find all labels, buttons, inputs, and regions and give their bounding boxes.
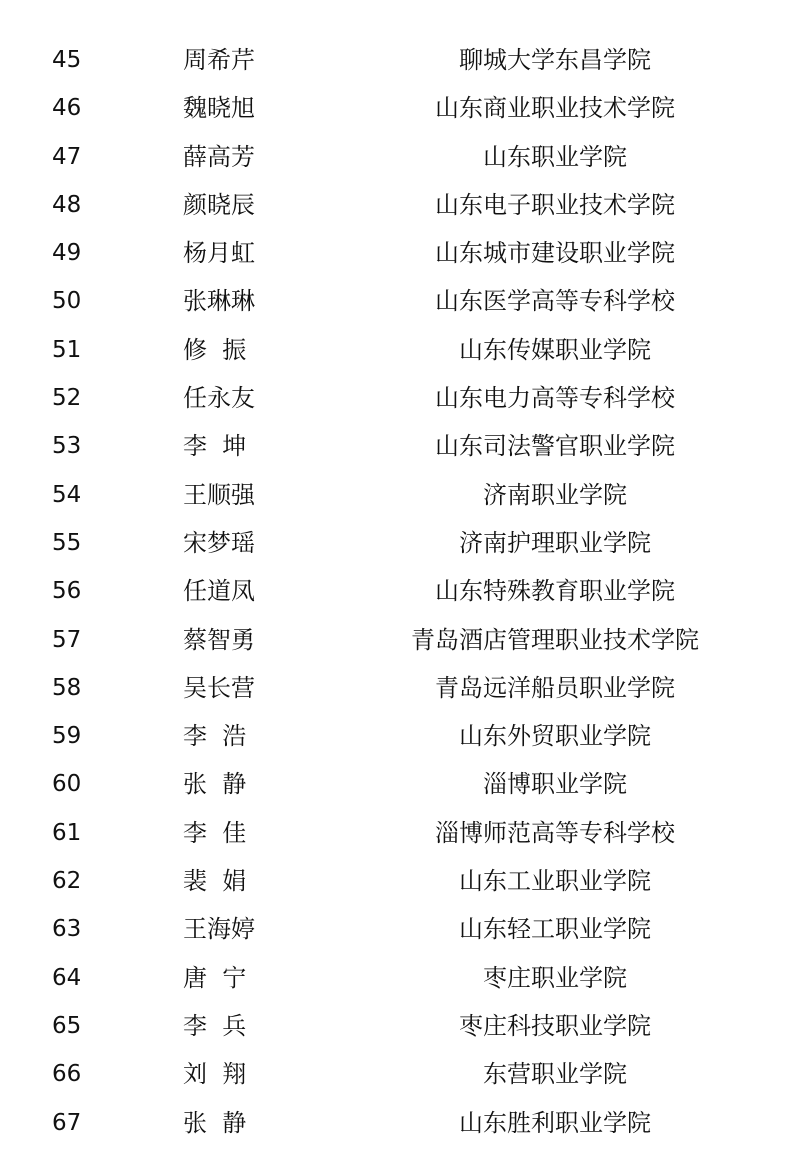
person-name: 蔡智勇 [183,625,255,654]
row-number: 59 [52,723,82,750]
list-item [0,133,798,181]
list-item [0,760,798,808]
list-item [0,664,798,712]
school-name: 青岛远洋船员职业学院 [435,673,675,702]
row-number: 54 [52,481,82,508]
list-item [0,1002,798,1050]
school-name: 山东司法警官职业学院 [435,432,675,461]
person-name: 宋梦瑶 [183,528,255,557]
school-name: 山东医学高等专科学校 [435,287,675,316]
school-name: 济南职业学院 [483,480,627,509]
list-item [0,471,798,519]
list-item [0,422,798,470]
person-name: 李 坤 [183,432,247,461]
person-name: 任永友 [183,384,255,413]
person-name: 张琳琳 [183,287,255,316]
school-name: 山东传媒职业学院 [459,335,651,364]
person-name: 魏晓旭 [183,94,255,123]
school-name: 山东工业职业学院 [459,867,651,896]
row-number: 51 [52,336,82,363]
row-number: 47 [52,143,82,170]
school-name: 山东胜利职业学院 [459,1108,651,1137]
list-item [0,181,798,229]
person-name: 周希芹 [183,46,255,74]
row-number: 45 [52,47,82,73]
row-number: 62 [52,868,82,895]
list-item [0,1099,798,1147]
list-item [0,905,798,953]
list-item [0,277,798,325]
person-name: 裴 娟 [183,867,247,896]
row-number: 56 [52,578,82,605]
list-item [0,712,798,760]
row-number: 50 [52,288,82,315]
person-name: 唐 宁 [183,963,247,992]
list-item [0,1050,798,1098]
row-number: 48 [52,191,82,218]
person-name: 李 兵 [183,1011,247,1040]
school-name: 枣庄科技职业学院 [459,1011,651,1040]
row-number: 46 [52,95,82,122]
person-name: 刘 翔 [183,1060,247,1089]
list-item [0,519,798,567]
person-name: 王顺强 [183,480,255,509]
row-number: 65 [52,1012,82,1039]
list-item [0,857,798,905]
school-name: 淄博职业学院 [483,770,627,799]
row-number: 67 [52,1109,82,1136]
school-name: 山东职业学院 [483,142,627,171]
person-name: 颜晓辰 [183,190,255,219]
school-name: 青岛酒店管理职业技术学院 [411,625,699,654]
list-item [0,229,798,277]
person-name: 张 静 [183,770,247,799]
person-name: 李 佳 [183,818,247,847]
row-number: 55 [52,529,82,556]
school-name: 山东外贸职业学院 [459,722,651,751]
school-name: 山东商业职业技术学院 [435,94,675,123]
person-name: 李 浩 [183,722,247,751]
row-number: 57 [52,626,82,653]
row-number: 52 [52,385,82,412]
row-number: 64 [52,964,82,991]
list-item [0,326,798,374]
school-name: 山东电子职业技术学院 [435,190,675,219]
row-number: 60 [52,771,82,798]
school-name: 山东城市建设职业学院 [435,239,675,268]
school-name: 山东特殊教育职业学院 [435,577,675,606]
list-item [0,616,798,664]
list-item [0,954,798,1002]
row-number: 61 [52,819,82,846]
name-list [0,36,798,1147]
list-item [0,567,798,615]
school-name: 山东电力高等专科学校 [435,384,675,413]
school-name: 枣庄职业学院 [483,963,627,992]
row-number: 66 [52,1061,82,1088]
row-number: 49 [52,240,82,267]
person-name: 任道凤 [183,577,255,606]
school-name: 东营职业学院 [483,1060,627,1089]
list-item [0,84,798,132]
school-name: 聊城大学东昌学院 [459,46,651,74]
school-name: 济南护理职业学院 [459,528,651,557]
list-item [0,809,798,857]
school-name: 淄博师范高等专科学校 [435,818,675,847]
row-number: 63 [52,916,82,943]
person-name: 张 静 [183,1108,247,1137]
row-number: 58 [52,674,82,701]
person-name: 王海婷 [183,915,255,944]
person-name: 吴长营 [183,673,255,702]
person-name: 薛高芳 [183,142,255,171]
person-name: 修 振 [183,335,247,364]
row-number: 53 [52,433,82,460]
school-name: 山东轻工职业学院 [459,915,651,944]
list-item [0,374,798,422]
person-name: 杨月虹 [183,239,255,268]
list-item [0,36,798,84]
